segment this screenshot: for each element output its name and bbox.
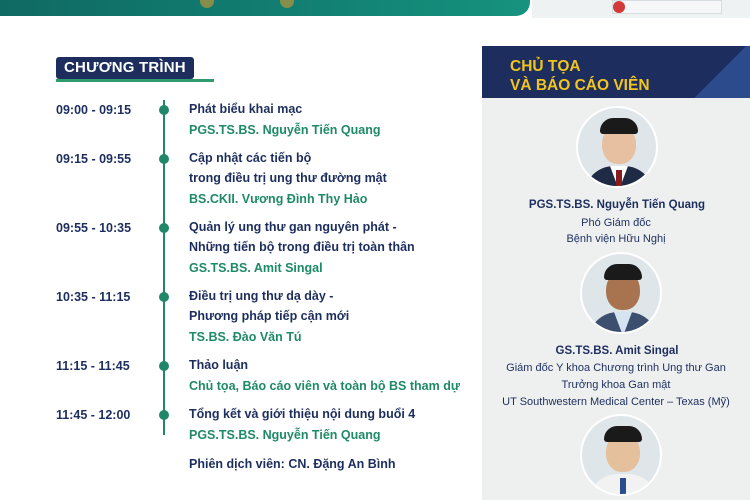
session-speaker: TS.BS. Đào Văn Tú <box>189 330 302 344</box>
session-time: 09:55 - 10:35 <box>56 221 132 235</box>
interpreter-note: Phiên dịch viên: CN. Đặng An Bình <box>189 457 396 471</box>
panel-title-line: CHỦ TỌA <box>510 58 581 75</box>
session-title: Thảo luận <box>189 358 249 372</box>
timeline-dot <box>159 223 169 233</box>
speaker-photo <box>580 414 662 496</box>
session-time: 10:35 - 11:15 <box>56 290 131 304</box>
session-speaker: GS.TS.BS. Amit Singal <box>189 261 323 275</box>
session-title: Điều trị ung thư dạ dày - <box>189 289 334 303</box>
session-title: Tổng kết và giới thiệu nội dung buổi 4 <box>189 407 416 421</box>
red-badge-icon <box>613 1 625 13</box>
header-accent <box>690 46 750 98</box>
speaker-photo <box>576 106 658 188</box>
tie <box>620 478 626 496</box>
session-time: 09:00 - 09:15 <box>56 103 132 117</box>
banner-decoration <box>200 0 214 8</box>
top-banner <box>0 0 530 16</box>
banner-decoration <box>280 0 294 8</box>
timeline-dot <box>159 361 169 371</box>
book-cover-image <box>612 0 722 14</box>
speaker-name: PGS.TS.BS. Nguyễn Tiến Quang <box>528 199 706 211</box>
tie <box>616 170 622 188</box>
session-title: Cập nhật các tiến bộ <box>189 151 312 165</box>
timeline-dot <box>159 292 169 302</box>
session-title: Quản lý ung thư gan nguyên phát - <box>189 220 397 234</box>
schedule-heading: CHƯƠNG TRÌNH <box>56 57 194 79</box>
timeline-dot <box>159 154 169 164</box>
speaker-photo <box>580 252 662 334</box>
session-time: 11:45 - 12:00 <box>56 408 131 422</box>
speaker-role: Giám đốc Y khoa Chương trình Ung thư Gan <box>506 362 726 374</box>
panel-title-line: VÀ BÁO CÁO VIÊN <box>510 77 650 94</box>
session-title: trong điều trị ung thư đường mật <box>189 171 387 185</box>
session-speaker: Chủ tọa, Báo cáo viên và toàn bộ BS tham dự <box>189 379 460 393</box>
session-title: Những tiến bộ trong điều trị toàn thân <box>189 240 415 254</box>
session-speaker: PGS.TS.BS. Nguyễn Tiến Quang <box>189 428 381 442</box>
speaker-role: UT Southwestern Medical Center – Texas (Mỹ) <box>502 396 730 408</box>
speaker-name: GS.TS.BS. Amit Singal <box>555 345 679 357</box>
speaker-role: Bệnh viện Hữu Nghị <box>566 233 666 245</box>
speaker-role: Phó Giám đốc <box>581 217 651 229</box>
hair <box>600 118 638 134</box>
speaker-role: Trưởng khoa Gan mật <box>561 379 671 391</box>
session-speaker: BS.CKII. Vương Đình Thy Hảo <box>189 192 368 206</box>
timeline-dot <box>159 410 169 420</box>
session-time: 11:15 - 11:45 <box>56 359 130 373</box>
heading-underline <box>56 79 214 82</box>
hair <box>604 264 642 280</box>
session-time: 09:15 - 09:55 <box>56 152 132 166</box>
session-speaker: PGS.TS.BS. Nguyễn Tiến Quang <box>189 123 381 137</box>
hair <box>604 426 642 442</box>
speakers-panel-title <box>510 57 650 95</box>
session-title: Phương pháp tiếp cận mới <box>189 309 350 323</box>
session-title: Phát biểu khai mạc <box>189 102 303 116</box>
timeline-line <box>163 100 165 435</box>
timeline-dot <box>159 105 169 115</box>
